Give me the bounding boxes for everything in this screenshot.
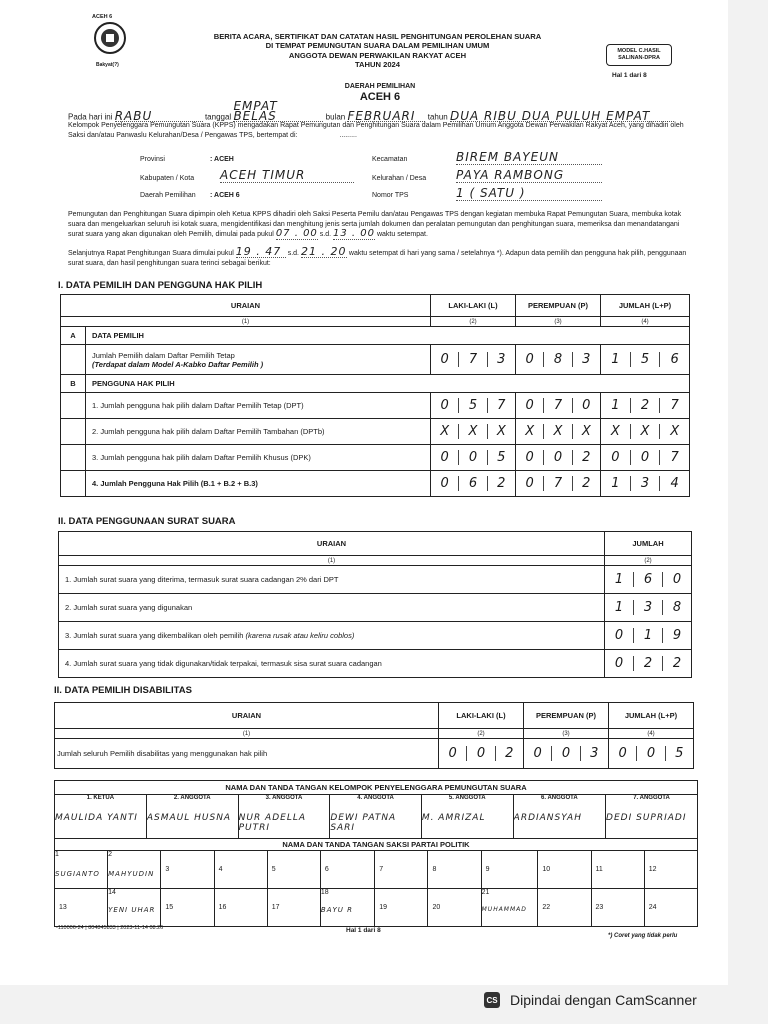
kpps-name-7: DEDI SUPRIADI: [606, 813, 687, 823]
digit: 0: [440, 352, 449, 367]
digit: 1: [614, 572, 624, 587]
sd-label: s.d.: [319, 231, 332, 238]
procedure-paragraph: [68, 210, 696, 240]
s2-col-num-1: (1): [59, 556, 605, 566]
digit: 0: [618, 746, 627, 761]
digit: 0: [614, 628, 624, 643]
model-line-2: SALINAN-DPRA: [618, 55, 660, 61]
digit: 3: [580, 746, 608, 761]
digit: 2: [572, 450, 600, 465]
saksi-cell-24: 24: [644, 889, 697, 927]
saksi-cell-1: [55, 851, 108, 889]
digit: 0: [636, 746, 664, 761]
s2-row-2-value: [605, 600, 691, 615]
digit: 6: [458, 476, 486, 491]
kpps-cell-6: [513, 795, 605, 839]
saksi-cell-15: 15: [161, 889, 214, 927]
digit: 5: [665, 746, 693, 761]
kpps-cell-2: [146, 795, 238, 839]
saksi-cell-13: 13: [55, 889, 108, 927]
s3-col-num-1: (1): [55, 729, 439, 739]
digit: 0: [458, 450, 486, 465]
kpps-role-6: 6. ANGGOTA: [541, 795, 578, 801]
saksi-num-21: 21: [481, 889, 490, 896]
digit: 2: [633, 656, 662, 671]
digit: 1: [611, 476, 620, 491]
digit: 9: [662, 628, 691, 643]
col-perempuan: PEREMPUAN (P): [516, 295, 601, 317]
s3-row-label: Jumlah seluruh Pemilih disabilitas yang menggunakan hak pilih: [55, 739, 439, 769]
hari-value: RABU: [115, 112, 203, 123]
section-b-title: PENGGUNA HAK PILIH: [86, 375, 690, 393]
digit: X: [440, 424, 450, 439]
col-jumlah: JUMLAH (L+P): [601, 295, 690, 317]
kpps-role-2: 2. ANGGOTA: [173, 795, 211, 801]
opening-tail: .........: [339, 131, 357, 139]
saksi-cell-3: 3: [161, 851, 214, 889]
saksi-name-1: SUGIANTO: [55, 870, 100, 878]
digit: X: [458, 424, 486, 439]
saksi-cell-9: 9: [481, 851, 538, 889]
header-line-2: DI TEMPAT PEMUNGUTAN SUARA DALAM PEMILIHAN UMUM: [265, 41, 490, 51]
count-paragraph-text: waktu setempat di hari yang sama / setelahnya *). Adapun data pemilih dan pengguna hak pilih, penggunaan surat suara, dan hasil penghitungan suara terinci sebagai berikut:: [68, 250, 687, 267]
camscanner-watermark: [484, 988, 758, 1012]
digit: 0: [533, 746, 542, 761]
saksi-cell-16: 16: [214, 889, 267, 927]
saksi-name-2: MAHYUDIN: [108, 870, 155, 878]
s2-col-jumlah: JUMLAH: [605, 532, 692, 556]
digit: 0: [525, 476, 534, 491]
digit: X: [572, 424, 600, 439]
digit: 0: [440, 476, 449, 491]
digit: 0: [543, 450, 571, 465]
dapil-field-value: : ACEH 6: [210, 192, 240, 199]
footer-page: Hal 1 dari 8: [346, 927, 381, 934]
kpps-name-3: NUR ADELLA PUTRI: [238, 813, 307, 833]
a-row-1-sub: (Terdapat dalam Model A-Kabko Daftar Pemilih ): [92, 359, 264, 369]
saksi-cell-14: [108, 889, 161, 927]
digit: 2: [630, 398, 660, 413]
kpps-title: NAMA DAN TANDA TANGAN KELOMPOK PENYELENGGARA PEMUNGUTAN SUARA: [55, 781, 698, 795]
section-2-table: [58, 531, 692, 678]
saksi-name-14: YENI UHAR: [108, 906, 156, 914]
logo-title: ACEH 6: [92, 14, 113, 20]
b-row-3-perempuan: [516, 450, 600, 465]
digit: 7: [543, 398, 571, 413]
b-row-2-label: 2. Jumlah pengguna hak pilih dalam Daftar Pemilih Tambahan (DPTb): [86, 419, 431, 445]
digit: 0: [662, 572, 691, 587]
digit: 0: [440, 398, 449, 413]
digit: 2: [572, 476, 600, 491]
digit: X: [487, 424, 515, 439]
b-row-2-perempuan: [516, 424, 600, 439]
digit: 1: [633, 628, 662, 643]
digit: 0: [525, 352, 534, 367]
tahun-value: DUA RIBU DUA PULUH EMPAT: [450, 112, 674, 123]
dapil-heading: [310, 82, 450, 102]
digit: X: [610, 424, 620, 439]
digit: 0: [525, 450, 534, 465]
saksi-cell-5: 5: [267, 851, 320, 889]
b-row-3-laki: [431, 450, 515, 465]
bulan-label: bulan: [325, 112, 346, 122]
section-1-title: I. DATA PEMILIH DAN PENGGUNA HAK PILIH: [58, 280, 263, 291]
digit: 1: [611, 352, 620, 367]
digit: 5: [630, 352, 660, 367]
digit: 2: [495, 746, 523, 761]
saksi-cell-10: 10: [538, 851, 591, 889]
kpps-cell-4: [330, 795, 422, 839]
count-start-text: Selanjutnya Rapat Penghitungan Suara dimulai pukul: [68, 250, 234, 257]
digit: 0: [466, 746, 494, 761]
saksi-num-1: 1: [55, 851, 59, 858]
saksi-cell-19: 19: [375, 889, 428, 927]
saksi-name-21: MUHAMMAD: [481, 906, 527, 913]
digit: 2: [487, 476, 515, 491]
b-row-1-label: 1. Jumlah pengguna hak pilih dalam Daftar Pemilih Tetap (DPT): [86, 393, 431, 419]
saksi-num-2: 2: [108, 851, 113, 858]
tanggal-label: tanggal: [204, 112, 232, 122]
dapil-label: DAERAH PEMILIHAN: [344, 83, 416, 90]
s3-col-num-4: (4): [609, 729, 694, 739]
kpps-role-1: 1. KETUA: [86, 795, 115, 801]
digit: 4: [659, 476, 689, 491]
kpps-name-1: MAULIDA YANTI: [55, 813, 138, 823]
digit: X: [659, 424, 689, 439]
digit: 0: [440, 450, 449, 465]
saksi-cell-11: 11: [591, 851, 644, 889]
saksi-cell-20: 20: [428, 889, 481, 927]
digit: 5: [487, 450, 515, 465]
digit: 0: [572, 398, 600, 413]
digit: 1: [614, 600, 624, 615]
kpps-cell-7: [606, 795, 698, 839]
s2-row-3-value: [605, 628, 691, 643]
col-num-4: (4): [601, 317, 690, 327]
digit: 7: [659, 450, 689, 465]
dapil-field-label: Daerah Pemilihan: [140, 192, 196, 199]
s3-col-jumlah: JUMLAH (L+P): [609, 703, 694, 729]
provinsi-label: Provinsi: [140, 156, 165, 163]
saksi-cell-7: 7: [375, 851, 428, 889]
opening-line: [68, 99, 688, 123]
b-row-3-label: 3. Jumlah pengguna hak pilih dalam Daftar Pemilih Khusus (DPK): [86, 445, 431, 471]
section-3-title: II. DATA PEMILIH DISABILITAS: [54, 685, 192, 696]
procedure-text: Pemungutan dan Penghitungan Suara dipimpin oleh Ketua KPPS dihadiri oleh Saksi Peserta Pemilu dan/atau Pengawas TPS dengan kegiatan membuka Rapat Pemungutan Suara, membuka kotak suara dan mengeluarkan seluruh isi kotak suara, mengidentifikasi dan menghitung jenis serta jumlah dokumen dan peralatan pemungutan dan penghitungan suara, memeriksa dan menandatangani surat suara yang akan digunakan oleh Pemilih, dimulai pada pukul: [68, 211, 682, 238]
a-row-1-text: Jumlah Pemilih dalam Daftar Pemilih Tetap: [92, 350, 235, 360]
s3-col-perempuan: PEREMPUAN (P): [524, 703, 609, 729]
col-laki: LAKI-LAKI (L): [431, 295, 516, 317]
camscanner-icon: CS: [484, 992, 500, 1008]
s2-row-1-value: [605, 572, 691, 587]
document-header: [150, 32, 605, 69]
digit: 7: [458, 352, 486, 367]
kpps-cell-1: [55, 795, 147, 839]
page-indicator: Hal 1 dari 8: [612, 72, 647, 79]
kpps-name-6: ARDIANSYAH: [513, 813, 582, 823]
s2-row-3-text: 3. Jumlah surat suara yang dikembalikan oleh pemilih: [65, 631, 244, 640]
digit: 7: [487, 398, 515, 413]
tps-label: Nomor TPS: [372, 192, 409, 199]
digit: 3: [630, 476, 660, 491]
saksi-cell-17: 17: [267, 889, 320, 927]
s3-col-num-3: (3): [524, 729, 609, 739]
saksi-cell-12: 12: [644, 851, 697, 889]
kpps-role-7: 7. ANGGOTA: [633, 795, 670, 801]
kabupaten-label: Kabupaten / Kota: [140, 175, 195, 182]
s2-col-uraian: URAIAN: [59, 532, 605, 556]
count-end-time: 21 . 20: [300, 245, 347, 258]
digit: 2: [662, 656, 691, 671]
a-row-1-label: [86, 345, 431, 375]
b-row-1-jumlah: [601, 398, 689, 413]
provinsi-value: : ACEH: [210, 156, 234, 163]
s2-row-3-label: [59, 622, 605, 650]
dapil-value: ACEH 6: [359, 91, 401, 103]
digit: 6: [659, 352, 689, 367]
kpps-role-4: 4. ANGGOTA: [357, 795, 394, 801]
s3-row-perempuan: [524, 746, 608, 761]
kpps-role-5: 5. ANGGOTA: [448, 795, 486, 801]
s2-row-1-label: 1. Jumlah surat suara yang diterima, termasuk surat suara cadangan 2% dari DPT: [59, 566, 605, 594]
saksi-cell-22: 22: [538, 889, 591, 927]
header-line-4: TAHUN 2024: [354, 59, 400, 69]
digit: 8: [543, 352, 571, 367]
saksi-signature-table: [54, 838, 698, 927]
digit: 3: [487, 352, 515, 367]
b-row-4-jumlah: [601, 476, 689, 491]
b-row-4-laki: [431, 476, 515, 491]
digit: 0: [614, 656, 624, 671]
s2-col-num-2: (2): [605, 556, 692, 566]
b-row-2-laki: [431, 424, 515, 439]
digit: 1: [611, 398, 620, 413]
saksi-cell-4: 4: [214, 851, 267, 889]
col-num-2: (2): [431, 317, 516, 327]
kpps-name-4: DEWI PATNA SARI: [330, 813, 397, 833]
model-line-1: MODEL C.HASIL: [617, 48, 661, 54]
s2-row-4-label: 4. Jumlah surat suara yang tidak digunakan/tidak terpakai, termasuk sisa surat suara cadangan: [59, 650, 605, 678]
procedure-end: waktu setempat.: [376, 231, 428, 238]
s2-row-4-value: [605, 656, 691, 671]
kecamatan-label: Kecamatan: [372, 156, 408, 163]
a-row-1-perempuan: [516, 352, 600, 367]
digit: 0: [525, 398, 534, 413]
digit: X: [630, 424, 660, 439]
opening-text: [68, 121, 696, 140]
a-row-1-laki: [431, 352, 515, 367]
saksi-cell-2: [108, 851, 161, 889]
s3-col-uraian: URAIAN: [55, 703, 439, 729]
footer-code: -110006-24 | 804845833 | 2023-11-14 08.26: [56, 925, 164, 931]
b-row-4-label: 4. Jumlah Pengguna Hak Pilih (B.1 + B.2 + B.3): [86, 471, 431, 497]
b-row-1-laki: [431, 398, 515, 413]
section-1-table: [60, 294, 690, 497]
bulan-value: FEBRUARI: [347, 112, 425, 123]
digit: 3: [633, 600, 662, 615]
b-row-3-jumlah: [601, 450, 689, 465]
opening-paragraph: Kelompok Penyelenggara Pemungutan Suara (KPPS) mengadakan Rapat Pemungutan dan Penghitungan Suara dalam Pemilihan Umum Anggota Dewan Perwakilan Rakyat Aceh, yang dihadiri oleh Saksi dan/atau Panwaslu Kelurahan/Desa / Pengawas TPS, bertempat di:: [68, 122, 684, 139]
saksi-num-14: 14: [108, 889, 116, 896]
saksi-name-18: BAYU R: [320, 906, 353, 914]
kelurahan-value: PAYA RAMBONG: [456, 168, 602, 183]
section-a-letter: A: [61, 327, 86, 345]
s2-row-2-label: 2. Jumlah surat suara yang digunakan: [59, 594, 605, 622]
kpps-name-2: ASMAUL HUSNA: [146, 813, 232, 823]
digit: X: [525, 424, 535, 439]
footer-note: *) Coret yang tidak perlu: [608, 933, 678, 939]
digit: 0: [630, 450, 660, 465]
pada-hari-ini-label: Pada hari ini: [68, 112, 113, 122]
a-row-1-jumlah: [601, 352, 689, 367]
saksi-cell-8: 8: [428, 851, 481, 889]
section-3-table: [54, 702, 694, 769]
camscanner-label: Dipindai dengan CamScanner: [510, 992, 697, 1008]
kip-logo: [84, 14, 136, 70]
count-paragraph: [68, 247, 696, 268]
header-line-3: ANGGOTA DEWAN PERWAKILAN RAKYAT ACEH: [288, 50, 467, 60]
kecamatan-value: BIREM BAYEUN: [456, 150, 602, 165]
kpps-name-5: M. AMRIZAL: [421, 813, 486, 823]
end-time: 13 . 00: [333, 228, 376, 239]
kelurahan-label: Kelurahan / Desa: [372, 175, 427, 182]
digit: 0: [448, 746, 457, 761]
s2-row-3-italic: (karena rusak atau keliru coblos): [245, 631, 355, 640]
saksi-cell-23: 23: [591, 889, 644, 927]
b-row-2-jumlah: [601, 424, 689, 439]
location-block: [140, 150, 700, 208]
digit: 6: [633, 572, 662, 587]
s3-col-num-2: (2): [439, 729, 524, 739]
kpps-role-3: 3. ANGGOTA: [265, 795, 303, 801]
saksi-cell-18: [320, 889, 374, 927]
digit: 7: [543, 476, 571, 491]
digit: 7: [659, 398, 689, 413]
s3-col-laki: LAKI-LAKI (L): [439, 703, 524, 729]
b-row-1-perempuan: [516, 398, 600, 413]
kpps-signature-table: [54, 780, 698, 839]
saksi-num-18: 18: [320, 889, 329, 896]
section-b-letter: B: [61, 375, 86, 393]
tps-value: 1 ( SATU ): [456, 186, 602, 201]
section-a-title: DATA PEMILIH: [86, 327, 690, 345]
logo-subtitle: Bakyat(?): [96, 62, 119, 68]
count-start-time: 19 . 47: [236, 247, 286, 258]
header-line-1: BERITA ACARA, SERTIFIKAT DAN CATATAN HASIL PENGHITUNGAN PEROLEHAN SUARA: [213, 32, 542, 41]
section-2-title: II. DATA PENGGUNAAN SURAT SUARA: [58, 516, 236, 527]
s3-row-laki: [439, 746, 523, 761]
digit: 0: [551, 746, 579, 761]
digit: X: [543, 424, 571, 439]
start-time: 07 . 00: [275, 228, 318, 239]
digit: 0: [611, 450, 620, 465]
col-uraian: URAIAN: [61, 295, 431, 317]
tahun-label: tahun: [427, 112, 448, 122]
saksi-cell-21: [481, 889, 538, 927]
col-num-3: (3): [516, 317, 601, 327]
digit: 3: [572, 352, 600, 367]
saksi-cell-6: 6: [320, 851, 374, 889]
kabupaten-value: ACEH TIMUR: [220, 168, 354, 183]
col-num-1: (1): [61, 317, 431, 327]
b-row-4-perempuan: [516, 476, 600, 491]
saksi-title: NAMA DAN TANDA TANGAN SAKSI PARTAI POLITIK: [55, 839, 698, 851]
digit: 5: [458, 398, 486, 413]
tanggal-value: EMPAT BELAS: [233, 102, 323, 122]
s3-row-jumlah: [609, 746, 693, 761]
kpps-cell-3: [238, 795, 330, 839]
count-sd-label: s.d.: [287, 250, 299, 257]
digit: 8: [662, 600, 691, 615]
model-badge: [606, 44, 672, 66]
kpps-cell-5: [421, 795, 513, 839]
